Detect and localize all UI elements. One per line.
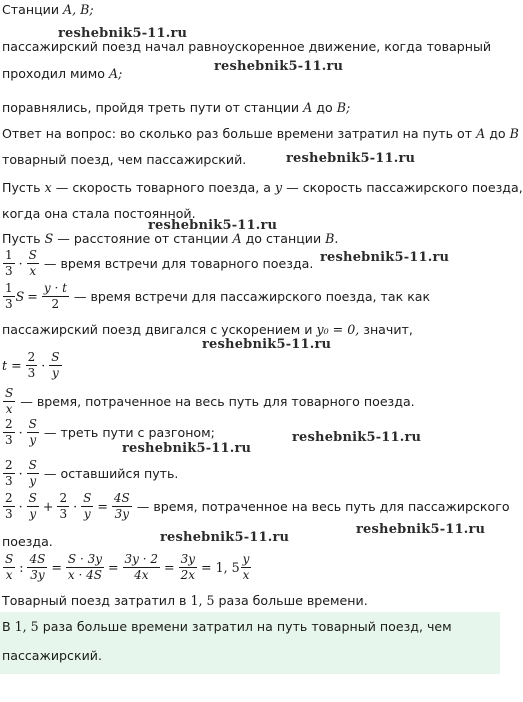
fraction: [42, 281, 69, 312]
text-line: [2, 322, 413, 338]
watermark: reshebnik5-11.ru: [214, 59, 344, 74]
watermark: reshebnik5-11.ru: [122, 441, 252, 456]
denominator: 3y: [114, 507, 130, 521]
fraction: [27, 491, 39, 522]
operator: ·: [73, 498, 78, 514]
operator: :: [19, 559, 24, 575]
denominator: 3: [5, 433, 13, 447]
denominator: 3: [27, 366, 36, 380]
formula-line: [2, 552, 252, 583]
numerator: S: [28, 458, 37, 472]
fraction: [179, 552, 197, 583]
formula-line: [2, 386, 415, 417]
math: A, B;: [63, 2, 94, 17]
text: пассажирский.: [2, 648, 102, 663]
text: когда она стала постоянной.: [2, 206, 196, 221]
text: пассажирский поезд двигался с ускорением и: [2, 322, 313, 337]
text-line: [2, 39, 491, 55]
fraction: [27, 458, 39, 489]
operator: =: [97, 498, 108, 514]
watermark: reshebnik5-11.ru: [58, 26, 188, 41]
denominator: x: [242, 568, 250, 582]
operator: =: [164, 559, 175, 575]
denominator: x · 4S: [67, 568, 102, 582]
numerator: S: [83, 491, 92, 505]
text: — расстояние от станции: [57, 231, 229, 246]
fraction: [49, 350, 61, 381]
text-line: [2, 534, 53, 550]
fraction: [3, 458, 15, 489]
math: A;: [108, 66, 123, 81]
text-line: [2, 180, 523, 196]
fraction: [27, 248, 39, 279]
numerator: 4S: [29, 552, 46, 566]
fraction: [27, 417, 39, 448]
denominator: y: [83, 507, 91, 521]
fraction: [3, 491, 15, 522]
formula-line: [2, 350, 63, 381]
text-line: [2, 100, 350, 116]
math: 1, 5: [14, 619, 39, 634]
math: A: [232, 231, 242, 246]
watermark: reshebnik5-11.ru: [356, 522, 486, 537]
answer-line: [2, 619, 452, 635]
fraction: [3, 248, 15, 279]
watermark: reshebnik5-11.ru: [286, 151, 416, 166]
fraction: [3, 386, 15, 417]
denominator: x: [5, 568, 13, 582]
fraction: [57, 491, 69, 522]
denominator: x: [29, 264, 37, 278]
numerator: 4S: [113, 491, 130, 505]
text: поравнялись, пройдя треть пути от станции: [2, 100, 300, 115]
denominator: 3: [5, 297, 13, 311]
denominator: 3y: [30, 568, 45, 582]
text: Ответ на вопрос: во сколько раз больше времени затратил на путь от: [2, 126, 473, 141]
numerator: S: [28, 248, 37, 262]
text: — оставшийся путь.: [43, 465, 179, 481]
numerator: 2: [5, 458, 13, 472]
denominator: y: [29, 507, 37, 521]
math: t =: [2, 357, 22, 373]
math: A: [303, 100, 313, 115]
answer-box: [0, 612, 500, 674]
fraction: [241, 552, 252, 583]
fraction: [81, 491, 93, 522]
numerator: S: [28, 491, 37, 505]
math: = 1, 5: [201, 559, 240, 575]
fraction: [3, 552, 15, 583]
fraction: [27, 552, 47, 583]
formula-line: [2, 248, 313, 279]
formula-line: [2, 281, 430, 312]
text: Станции: [2, 2, 60, 17]
operator: ·: [18, 424, 23, 440]
denominator: y: [52, 366, 59, 380]
numerator: 3y · 2: [124, 552, 159, 566]
text: — скорость пассажирского поезда,: [286, 180, 523, 195]
denominator: y: [29, 433, 37, 447]
numerator: S: [5, 386, 14, 400]
text-line: [2, 2, 94, 18]
numerator: S: [28, 417, 37, 431]
text: Пусть: [2, 231, 41, 246]
operator: ·: [18, 255, 23, 271]
fraction: [123, 552, 161, 583]
numerator: 1: [5, 281, 13, 295]
text: значит,: [363, 322, 413, 337]
numerator: S · 3y: [67, 552, 102, 566]
math: 1, 5: [190, 593, 215, 608]
text: раза больше времени затратил на путь товарный поезд, чем: [42, 619, 452, 634]
denominator: x: [5, 402, 13, 416]
operator: =: [51, 559, 62, 575]
formula-line: [2, 491, 510, 522]
text: до станции: [245, 231, 322, 246]
math: A: [476, 126, 486, 141]
denominator: 2x: [180, 568, 196, 582]
denominator: 3: [5, 507, 13, 521]
numerator: y · t: [43, 281, 67, 295]
text: — время, потраченное на весь путь для товарного поезда.: [20, 393, 415, 409]
math: y₀ = 0,: [316, 322, 360, 337]
text: до: [489, 126, 506, 141]
text-line: [2, 152, 246, 168]
numerator: 3y: [180, 552, 196, 566]
math: B;: [336, 100, 351, 115]
numerator: 1: [5, 248, 13, 262]
denominator: 2: [51, 297, 60, 311]
text: — время, потраченное на весь путь для пассажирского: [136, 498, 510, 514]
text-line: [2, 66, 122, 82]
watermark: reshebnik5-11.ru: [148, 218, 278, 233]
text: раза больше времени.: [218, 593, 368, 608]
text: — треть пути с разгоном;: [43, 424, 215, 440]
text: поезда.: [2, 534, 53, 549]
text-line: [2, 231, 338, 247]
denominator: y: [29, 474, 37, 488]
numerator: 2: [27, 350, 36, 364]
fraction: [3, 281, 15, 312]
fraction: [112, 491, 132, 522]
watermark: reshebnik5-11.ru: [292, 430, 422, 445]
watermark: reshebnik5-11.ru: [160, 530, 290, 545]
denominator: 3: [59, 507, 68, 521]
operator: ·: [41, 357, 46, 373]
formula-line: [2, 458, 178, 489]
numerator: 2: [5, 417, 13, 431]
text: — время встречи для пассажирского поезда, так как: [73, 288, 431, 304]
text: — скорость товарного поезда, а: [55, 180, 271, 195]
text: Товарный поезд затратил в: [2, 593, 187, 608]
math: y: [274, 180, 283, 195]
numerator: 2: [59, 491, 68, 505]
denominator: 3: [5, 264, 13, 278]
text: проходил мимо: [2, 66, 105, 81]
numerator: 2: [5, 491, 13, 505]
operator: =: [107, 559, 119, 575]
fraction: [66, 552, 104, 583]
operator: +: [42, 498, 54, 514]
watermark: reshebnik5-11.ru: [202, 337, 332, 352]
text-line: [2, 126, 519, 142]
operator: ·: [18, 465, 23, 481]
denominator: 4x: [134, 568, 149, 582]
watermark: reshebnik5-11.ru: [320, 250, 450, 265]
text: пассажирский поезд начал равноускоренное движение, когда товарный: [2, 39, 492, 54]
fraction: [3, 417, 15, 448]
operator: =: [27, 288, 38, 304]
text: — время встречи для товарного поезда.: [43, 255, 314, 271]
operator: ·: [18, 498, 23, 514]
text: товарный поезд, чем пассажирский.: [2, 152, 247, 167]
numerator: S: [51, 350, 60, 364]
math: S: [44, 231, 54, 246]
math: x: [44, 180, 52, 195]
math: S: [15, 288, 25, 304]
fraction: [26, 350, 38, 381]
numerator: y: [242, 552, 250, 566]
math: B: [509, 126, 519, 141]
text: В: [2, 619, 11, 634]
math: B.: [325, 231, 339, 246]
conclusion-line: [2, 593, 368, 609]
numerator: S: [5, 552, 14, 566]
denominator: 3: [5, 474, 13, 488]
text: Пусть: [2, 180, 41, 195]
answer-line: [2, 648, 102, 664]
text: до: [316, 100, 333, 115]
